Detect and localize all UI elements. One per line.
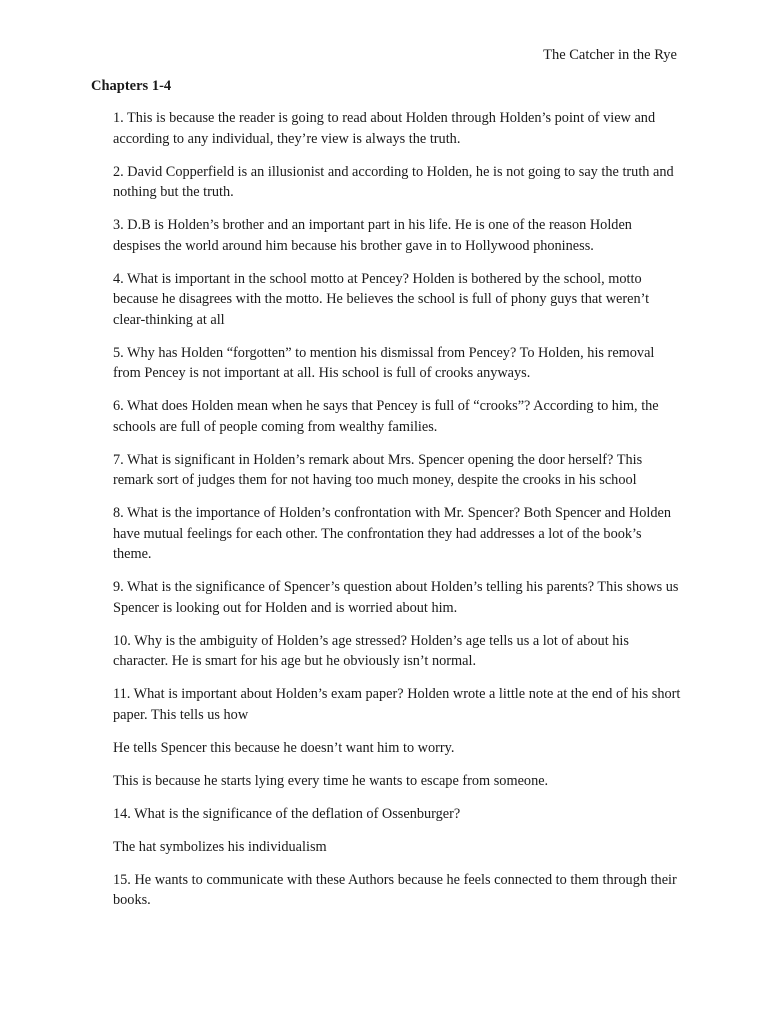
answer-16: 15. He wants to communicate with these Authors because he feels connected to them through their books. [113, 871, 677, 908]
answer-15: The hat symbolizes his individualism [113, 838, 327, 855]
answer-13: This is because he starts lying every time he wants to escape from someone. [113, 772, 549, 789]
answer-1: 1. This is because the reader is going to read about Holden through Holden’s point of view and according to any individual, they’re view is always the truth. [113, 110, 656, 147]
answers-list [113, 108, 683, 923]
answer-2: 2. David Copperfield is an illusionist and according to Holden, he is not going to say the truth and nothing but the truth. [113, 163, 674, 200]
answer-10: 10. Why is the ambiguity of Holden’s age stressed? Holden’s age tells us a lot of about his character. He is smart for his age but he obviously isn’t normal. [113, 632, 629, 669]
answer-8: 8. What is the importance of Holden’s confrontation with Mr. Spencer? Both Spencer and Holden have mutual feelings for each other. The confrontation they had addresses a lot of the book’s theme. [113, 505, 671, 562]
answer-11: 11. What is important about Holden’s exam paper? Holden wrote a little note at the end of his short paper. This tells us how [113, 686, 681, 723]
answer-9: 9. What is the significance of Spencer’s question about Holden’s telling his parents? This shows us Spencer is looking out for Holden and is worried about him. [113, 579, 679, 616]
answer-12: He tells Spencer this because he doesn’t want him to worry. [113, 739, 455, 756]
chapter-heading: Chapters 1-4 [91, 78, 172, 94]
answer-6: 6. What does Holden mean when he says that Pencey is full of “crooks”? According to him, the schools are full of people coming from wealthy families. [113, 398, 659, 435]
answer-4: 4. What is important in the school motto at Pencey? Holden is bothered by the school, motto because he disagrees with the motto. He believes the school is full of phony guys that weren’t clear-thinking at all [113, 270, 650, 328]
answer-14: 14. What is the significance of the deflation of Ossenburger? [113, 805, 461, 822]
answer-3: 3. D.B is Holden’s brother and an important part in his life. He is one of the reason Holden despises the world around him because his brother gave in to Hollywood phoniness. [113, 217, 632, 254]
running-header: The Catcher in the Rye [543, 47, 677, 63]
answer-5: 5. Why has Holden “forgotten” to mention his dismissal from Pencey? To Holden, his removal from Pencey is not important at all. His school is full of crooks anyways. [113, 344, 655, 381]
answer-7: 7. What is significant in Holden’s remark about Mrs. Spencer opening the door herself? This remark sort of judges them for not having too much money, despite the crooks in his school [113, 451, 643, 488]
